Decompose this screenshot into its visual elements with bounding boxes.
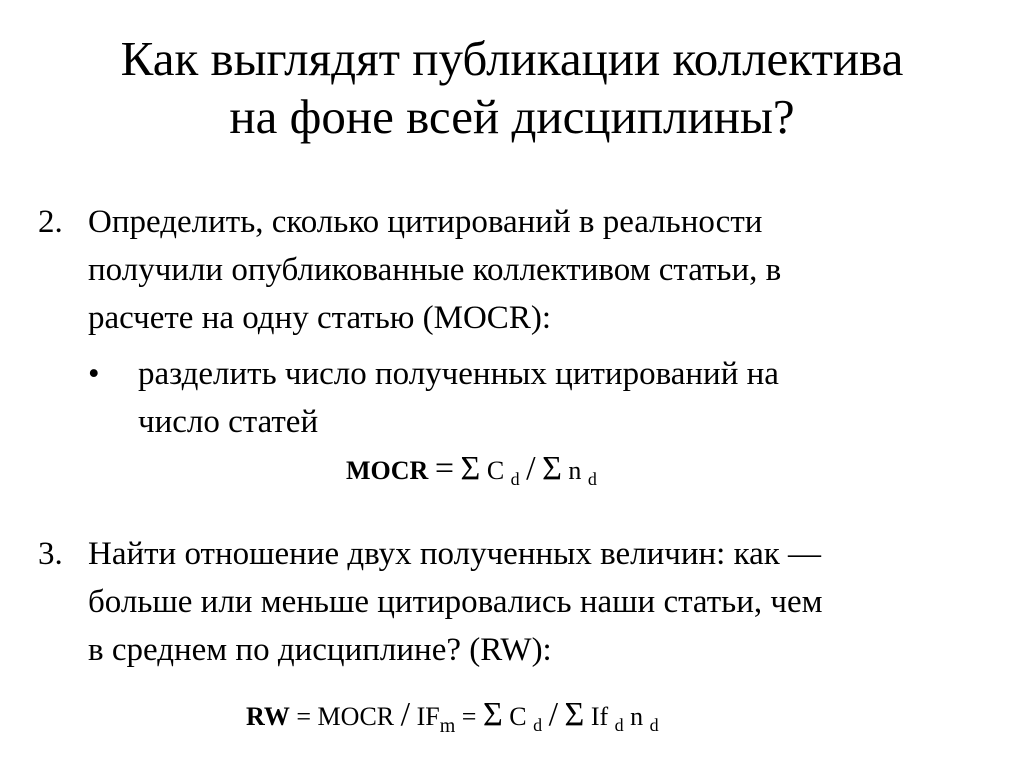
formula-n: n bbox=[568, 456, 582, 485]
formula-subscript: m bbox=[439, 715, 456, 737]
item-line: больше или меньше цитировались наши статьи, чем bbox=[88, 584, 823, 620]
title-line-2: на фоне всей дисциплины? bbox=[229, 89, 795, 144]
bullet-line: число статей bbox=[138, 404, 319, 440]
formula-mocr: MOCR bbox=[317, 702, 395, 731]
bullet-line: разделить число полученных цитирований на bbox=[138, 356, 779, 392]
formula-if: IF bbox=[416, 702, 440, 731]
equals-sign: = bbox=[434, 450, 455, 487]
item-line: в среднем по дисциплине? (RW): bbox=[88, 632, 552, 668]
sigma-symbol: Σ bbox=[542, 450, 562, 487]
formula-c: C bbox=[509, 702, 527, 731]
formula-if-lower: If bbox=[590, 702, 609, 731]
bullet-marker: • bbox=[88, 356, 100, 392]
formula-subscript: d bbox=[510, 469, 520, 489]
division-slash: / bbox=[548, 696, 559, 733]
formula-n: n bbox=[630, 702, 644, 731]
formula-subscript: d bbox=[614, 715, 624, 735]
division-slash: / bbox=[526, 450, 536, 487]
equals-sign: = bbox=[296, 702, 312, 731]
formula-subscript: d bbox=[587, 469, 597, 489]
sub-bullet bbox=[88, 350, 988, 446]
item-line: Найти отношение двух полученных величин: как — bbox=[88, 536, 822, 572]
formula-c: C bbox=[486, 456, 505, 485]
sigma-symbol: Σ bbox=[564, 696, 585, 733]
item-number: 2. bbox=[38, 204, 63, 240]
list-item-3 bbox=[38, 530, 998, 674]
formula-subscript: d bbox=[533, 715, 543, 735]
item-line: получили опубликованные коллективом статьи, в bbox=[88, 252, 782, 288]
sigma-symbol: Σ bbox=[460, 450, 481, 487]
slide-title bbox=[0, 30, 1024, 146]
formula-lhs: RW bbox=[246, 702, 290, 731]
item-line: расчете на одну статью (MOCR): bbox=[88, 300, 551, 336]
formula-rw bbox=[246, 696, 659, 737]
formula-lhs: MOCR bbox=[346, 456, 429, 485]
item-line: Определить, сколько цитирований в реальности bbox=[88, 204, 763, 240]
formula-subscript: d bbox=[649, 715, 659, 735]
division-slash: / bbox=[400, 696, 411, 733]
equals-sign: = bbox=[461, 702, 477, 731]
item-number: 3. bbox=[38, 536, 63, 572]
list-item-2 bbox=[38, 198, 998, 342]
title-line-1: Как выглядят публикации коллектива bbox=[120, 31, 904, 86]
sigma-symbol: Σ bbox=[482, 696, 503, 733]
formula-mocr bbox=[346, 450, 597, 488]
